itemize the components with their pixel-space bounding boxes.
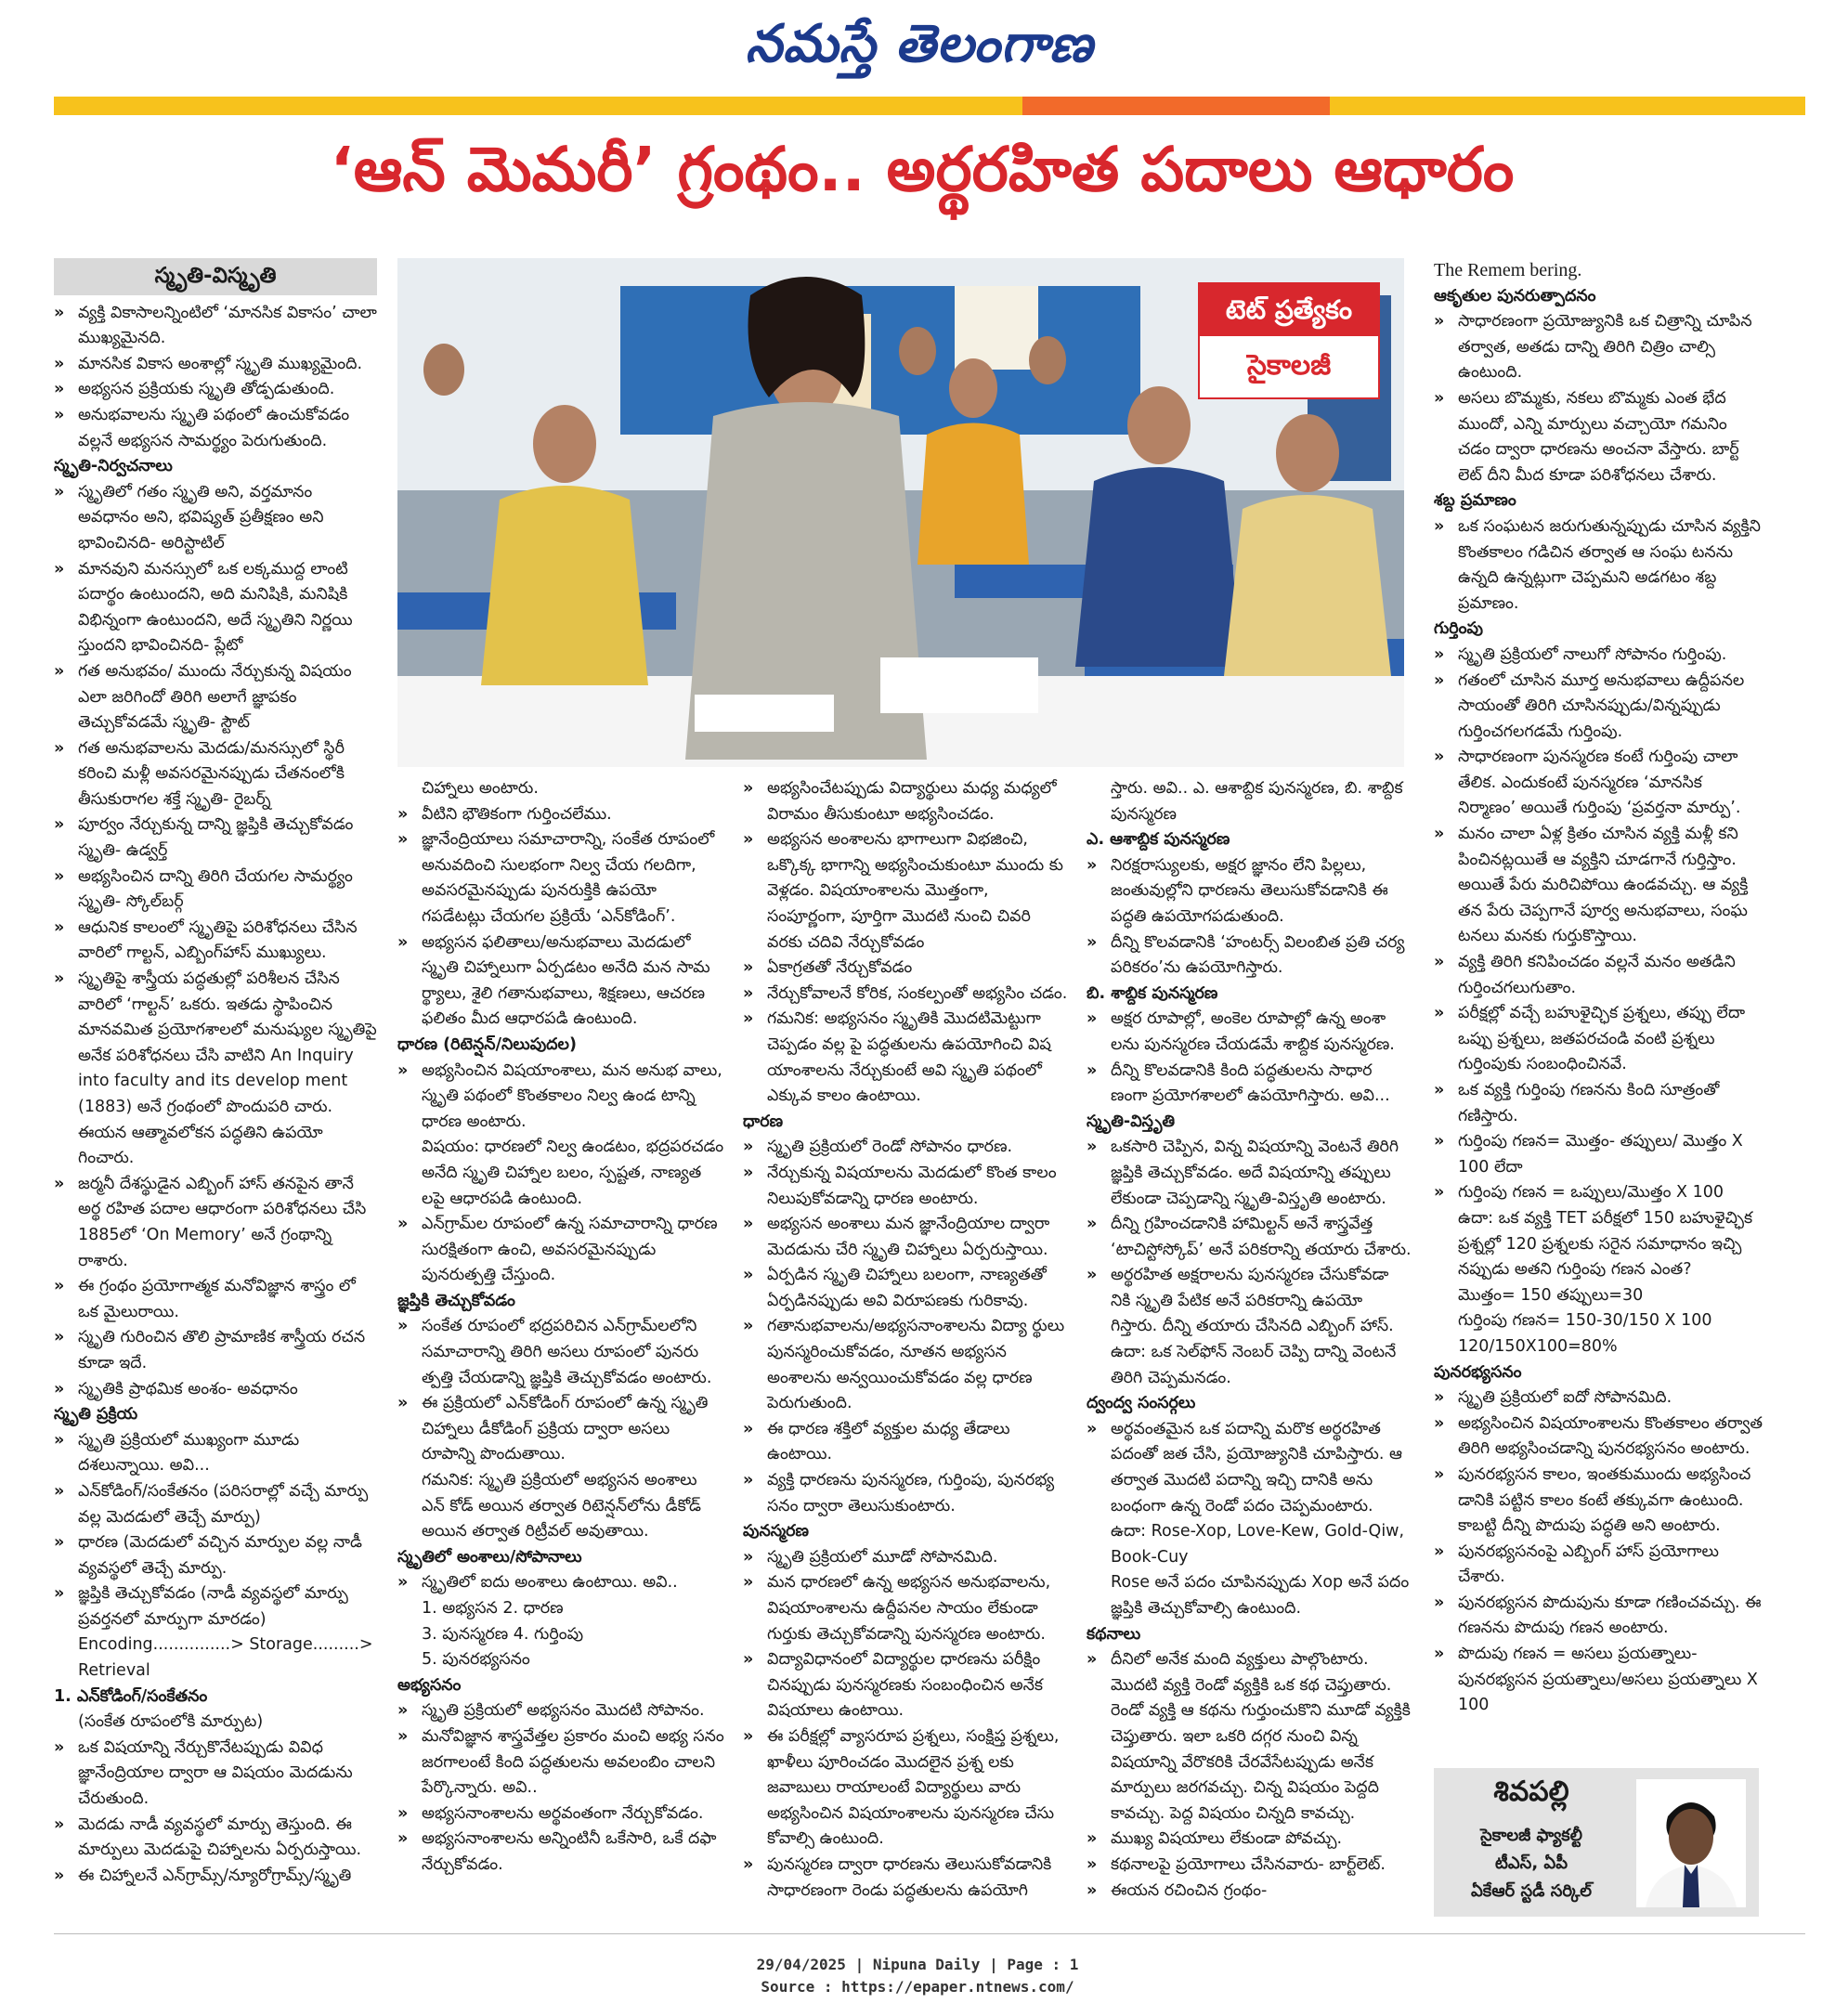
subheading: స్మృతి ప్రక్రియ xyxy=(54,1405,138,1424)
column-3-list xyxy=(743,776,1070,1904)
bullet-item: » పునరభ్యసన పొదుపును కూడా గణించవచ్చు. ఈ గణనను పొదుపు గణన అంటారు. xyxy=(1434,1591,1764,1642)
bullet-item: » స్మృతికి ప్రాథమిక అంశం- అవధానం xyxy=(54,1377,377,1403)
subheading: ఆకృతుల పునరుత్పాదనం xyxy=(1434,286,1596,306)
bullet-item: » మానవుని మనస్సులో ఒక లక్కముద్ద లాంటి పదార్థం ఉంటుందని, అది మనిషికి, మనిషికి విభిన్నంగా ఉంటుందని, అదే స్మృతిని నిర్ణయి స్తుందని భావించినది- ప్లేటో xyxy=(54,557,377,659)
subheading: ధారణ (రిటెన్షన్/నిలుపుదల) xyxy=(397,1034,577,1054)
column-4-list xyxy=(1087,776,1413,1904)
bullet-item: » అసలు బొమ్మకు, నకలు బొమ్మకు ఎంత భేద ముందో, ఎన్ని మార్పులు వచ్చాయో గమనిం చడం ద్వారా ధారణను అంచనా వేస్తారు. బార్ట్ లెట్ దీని మీద కూడా పరిశోధనలు చేశారు. xyxy=(1434,386,1764,488)
text-line: 1. అభ్యసన 2. ధారణ xyxy=(422,1599,564,1618)
bullet-item: » దీనిలో అనేక మంది వ్యక్తులు పాల్గొంటారు. మొదటి వ్యక్తి రెండో వ్యక్తికి ఒక కథ చెప్తుతారు. రెండో వ్యక్తి ఆ కథను గుర్తుంచుకొని మూడో వ్యక్తికి చెప్తుతారు. ఇలా ఒకరి దగ్గర నుంచి విన్న విషయాన్ని వేరొకరికి చేరవేసేటప్పుడు అనేక మార్పులు జరగవచ్చు. చిన్న విషయం పెద్దది కావచ్చు. పెద్ద విషయం చిన్నది కావచ్చు. xyxy=(1087,1647,1413,1827)
bullet-item: » స్మృతి ప్రక్రియలో నాలుగో సోపానం గుర్తింపు. xyxy=(1434,643,1764,669)
text-line: Encoding...............> Storage.........> Retrieval xyxy=(78,1635,373,1681)
subheading: బి. శాబ్దిక పునస్మరణ xyxy=(1087,983,1218,1003)
bullet-item: » ఈ ప్రక్రియలో ఎన్‌కోడింగ్ రూపంలో ఉన్న స్మృతి చిహ్నాలు డీకోడింగ్ ప్రక్రియ ద్వారా అసలు రూపాన్ని పొందుతాయి. xyxy=(397,1391,724,1468)
bullet-item: » స్మృతి ప్రక్రియలో అభ్యసనం మొదటి సోపానం. xyxy=(397,1698,724,1724)
bullet-item: » వ్యక్తి వికాసాలన్నింటిలో ‘మానసిక వికాసం’ చాలా ముఖ్యమైనది. xyxy=(54,301,377,352)
bullet-item: » ఏకాగ్రతతో నేర్చుకోవడం xyxy=(743,956,1070,982)
text-line: 3. పునస్మరణ 4. గుర్తింపు xyxy=(422,1624,584,1644)
subheading: ద్వంద్వ సంసర్గలు xyxy=(1087,1394,1196,1413)
bullet-item: » ఈయన రచించిన గ్రంథం- xyxy=(1087,1879,1413,1904)
column-5 xyxy=(1434,258,1764,1759)
bullet-item: » ముఖ్య విషయాలు లేకుండా పోవచ్చు. xyxy=(1087,1827,1413,1853)
bullet-item: » స్మృతిపై శాస్త్రీయ పద్ధతుల్లో పరిశీలన చేసిన వారిలో ‘గాల్టన్’ ఒకరు. ఇతడు స్థాపించిన మానవమిత ప్రయోగశాలలో మనుష్యుల స్మృతిపై అనేక పరిశోధనలు చేసి వాటిని An Inquiry into faculty and its develop ment (1883) అనే గ్రంథంలో పొందుపరి చారు. ఈయన ఆత్మావలోకన పద్ధతిని ఉపయో గించారు. xyxy=(54,967,377,1172)
author-role: సైకాలజీ ఫ్యాకల్టీ xyxy=(1480,1826,1582,1845)
bullet-item: » అభ్యసనాంశాలను అన్నింటినీ ఒకేసారి, ఒకే దఫా నేర్చుకోవడం. xyxy=(397,1827,724,1878)
text-line: The Remem bering. xyxy=(1434,260,1582,280)
section-box-title: స్మృతి-విస్మృతి xyxy=(54,258,377,295)
bullet-item: » వ్యక్తి ధారణను పునస్మరణ, గుర్తింపు, పునరభ్య సనం ద్వారా తెలుసుకుంటారు. xyxy=(743,1468,1070,1519)
bullet-item: » స్మృతి ప్రక్రియలో ఐదో సోపానమిది. xyxy=(1434,1385,1764,1411)
tag-line-1: టెట్ ప్రత్యేకం xyxy=(1200,284,1378,336)
bullet-item: » దీన్ని కొలవడానికి కింది పద్ధతులను సాధార ణంగా ప్రయోగశాలలో ఉపయోగిస్తారు. అవి... xyxy=(1087,1059,1413,1110)
bullet-item: » గమనిక: అభ్యసనం స్మృతికి మొదటిమెట్టుగా చెప్పడం వల్ల పై పద్ధతులను ఉపయోగించి విష యాంశాలను నేర్చుకుంటే అవి స్మృతి పథంలో ఎక్కువ కాలం ఉంటాయి. xyxy=(743,1007,1070,1109)
bullet-item: » పునరభ్యసన కాలం, ఇంతకుముందు అభ్యసించ డానికి పట్టిన కాలం కంటే తక్కువగా ఉంటుంది. కాబట్టి దీన్ని పొదుపు పద్ధతి అని అంటారు. xyxy=(1434,1463,1764,1540)
bullet-item: » పరీక్షల్లో వచ్చే బహుళైచ్ఛిక ప్రశ్నలు, తప్పు లేదా ఒప్పు ప్రశ్నలు, జతపరచండి వంటి ప్రశ్నలు గుర్తింపుకు సంబంధించినవే. xyxy=(1434,1001,1764,1078)
bullet-item: » మన ధారణలో ఉన్న అభ్యసన అనుభవాలను, విషయాంశాలను ఉద్దీపనల సాయం లేకుండా గుర్తుకు తెచ్చుకోవడాన్ని పునస్మరణ అంటారు. xyxy=(743,1570,1070,1647)
newspaper-logo[interactable]: నమస్తే తెలంగాణ xyxy=(745,14,1094,74)
column-3 xyxy=(743,776,1070,1904)
bullet-item: » స్మృతి గురించిన తొలి ప్రామాణిక శాస్త్రీయ రచన కూడా ఇదే. xyxy=(54,1325,377,1376)
bullet-item: » అభ్యసించేటప్పుడు విద్యార్థులు మధ్య మధ్యలో విరామం తీసుకుంటూ అభ్యసించడం. xyxy=(743,776,1070,827)
bullet-item: » అభ్యసనాంశాలను అర్థవంతంగా నేర్చుకోవడం. xyxy=(397,1801,724,1827)
subheading: స్మృతి-విస్తృతి xyxy=(1087,1112,1176,1131)
bullet-item: » గుర్తింపు గణన = ఒప్పులు/మొత్తం X 100 xyxy=(1434,1180,1764,1206)
text-line: (సంకేత రూపంలోకి మార్పుట) xyxy=(78,1712,264,1732)
column-4 xyxy=(1087,776,1413,1904)
bullet-item: » అక్షర రూపాల్లో, అంకెల రూపాల్లో ఉన్న అంశా లను పునస్మరణ చేయడమే శాబ్దిక పునస్మరణ. xyxy=(1087,1007,1413,1058)
subheading: ధారణ xyxy=(743,1112,784,1131)
footer-divider xyxy=(54,1933,1805,1934)
text-line: ఉదా: Rose-Xop, Love-Kew, Gold-Qiw, Book-Cuy xyxy=(1111,1522,1405,1567)
bullet-item: » పొదుపు గణన = అసలు ప్రయత్నాలు- పునరభ్యసన ప్రయత్నాలు/అసలు ప్రయత్నాలు X 100 xyxy=(1434,1642,1764,1719)
subheading: జ్ఞప్తికి తెచ్చుకోవడం xyxy=(397,1291,515,1310)
bullet-item: » ఈ గ్రంథం ప్రయోగాత్మక మనోవిజ్ఞాన శాస్త్రం లో ఒక మైలురాయి. xyxy=(54,1274,377,1325)
headline: ‘ఆన్ మెమరీ’ గ్రంథం.. అర్థరహిత పదాలు ఆధారం xyxy=(330,134,1515,205)
bullet-item: » దీన్ని కొలవడానికి ‘హంటర్స్ విలంబిత ప్రతి చర్య పరికరం’ను ఉపయోగిస్తారు. xyxy=(1087,930,1413,982)
bullet-item: » అభ్యసన ఫలితాలు/అనుభవాలు మెదడులో స్మృతి చిహ్నాలుగా ఏర్పడటం అనేది మన సామ ర్థ్యాలు, శైలి గతానుభవాలు, శిక్షణలు, ఆచరణ ఫలితం మీద ఆధారపడి ఉంటుంది. xyxy=(397,930,724,1033)
bullet-item: » పూర్వం నేర్చుకున్న దాన్ని జ్ఞప్తికి తెచ్చుకోవడం స్మృతి- ఉడ్వర్త్ xyxy=(54,813,377,864)
bullet-item: » అర్థవంతమైన ఒక పదాన్ని మరొక అర్థరహిత పదంతో జత చేసి, ప్రయోజ్యునికి చూపిస్తారు. ఆ తర్వాత మొదటి పదాన్ని ఇచ్చి దానికి అను బంధంగా ఉన్న రెండో పదం చెప్పమంటారు. xyxy=(1087,1417,1413,1519)
bullet-item: » స్మృతి ప్రక్రియలో మూడో సోపానమిది. xyxy=(743,1545,1070,1571)
subheading: అభ్యసనం xyxy=(397,1675,462,1695)
text-line: Rose అనే పదం చూపినప్పుడు Xop అనే పదం జ్ఞప్తికి తెచ్చుకోవాల్సి ఉంటుంది. xyxy=(1111,1573,1410,1618)
bullet-item: » గతంలో చూసిన మూర్త అనుభవాలు ఉద్దీపనల సాయంతో తిరిగి చూసినప్పుడు/విన్నప్పుడు గుర్తించగలగడమే గుర్తింపు. xyxy=(1434,669,1764,746)
bullet-item: » ఒకసారి చెప్పిన, విన్న విషయాన్ని వెంటనే తిరిగి జ్ఞప్తికి తెచ్చుకోవడం. అదే విషయాన్ని తప్పులు లేకుండా చెప్పడాన్ని స్మృతి-విస్తృతి అంటారు. xyxy=(1087,1135,1413,1212)
bullet-item: » ఆధునిక కాలంలో స్మృతిపై పరిశోధనలు చేసిన వారిలో గాల్టన్, ఎబ్బింగ్‌హాస్ ముఖ్యులు. xyxy=(54,916,377,967)
bullet-item: » సంకేత రూపంలో భద్రపరిచిన ఎన్‌గ్రామ్‌లలోని సమాచారాన్ని తిరిగి అసలు రూపంలో పునరు త్పత్తి చేయడాన్ని జ్ఞప్తికి తెచ్చుకోవడం అంటారు. xyxy=(397,1314,724,1391)
author-institute: ఏకేఆర్ స్టడీ సర్కిల్ xyxy=(1471,1881,1592,1901)
column-1 xyxy=(54,258,377,1904)
bullet-item: » పునరభ్యసనంపై ఎబ్బింగ్ హాస్ ప్రయోగాలు చేశారు. xyxy=(1434,1540,1764,1591)
bullet-item: » మనం చాలా ఏళ్ల క్రితం చూసిన వ్యక్తి మళ్లీ కని పించినట్లయితే ఆ వ్యక్తిని చూడగానే గుర్తిస్తాం. అయితే పేరు మరిచిపోయి ఉండవచ్చు. ఆ వ్యక్తి తన పేరు చెప్పగానే పూర్వ అనుభవాలు, సంఘ టనలు మనకు గుర్తుకొస్తాయి. xyxy=(1434,822,1764,950)
bullet-item: » గుర్తింపు గణన= మొత్తం- తప్పులు/ మొత్తం X 100 లేదా xyxy=(1434,1129,1764,1180)
column-1-list xyxy=(54,301,377,1890)
bullet-item: » అభ్యసించిన దాన్ని తిరిగి చేయగల సామర్థ్యం స్మృతి- స్కోల్‌బర్గ్ xyxy=(54,865,377,916)
bullet-item: » ఈ ధారణ శక్తిలో వ్యక్తుల మధ్య తేడాలు ఉంటాయి. xyxy=(743,1417,1070,1468)
bullet-item: » అభ్యసించిన విషయాంశాలు, మన అనుభ వాలు, స్మృతి పథంలో కొంతకాలం నిల్వ ఉండ టాన్ని ధారణ అంటారు. xyxy=(397,1059,724,1136)
bullet-item: » అభ్యసన అంశాలు మన జ్ఞానేంద్రియాల ద్వారా మెదడును చేరి స్మృతి చిహ్నాలు ఏర్పరుస్తాయి. xyxy=(743,1212,1070,1263)
bullet-item: » ఈ చిహ్నాలనే ఎన్‌గ్రామ్స్/న్యూరోగ్రామ్స్/స్మృతి xyxy=(54,1864,377,1890)
author-photo xyxy=(1636,1779,1746,1907)
column-5-list xyxy=(1434,258,1764,1719)
bullet-item: » అభ్యసించిన విషయాంశాలను కొంతకాలం తర్వాత తిరిగి అభ్యసించడాన్ని పునరభ్యసనం అంటారు. xyxy=(1434,1411,1764,1463)
tag-line-2: సైకాలజీ xyxy=(1246,349,1332,382)
subheading: స్మృతి-నిర్వచనాలు xyxy=(54,457,173,476)
author-box xyxy=(1434,1768,1759,1917)
bullet-item: » ఎన్‌గ్రామ్‌ల రూపంలో ఉన్న సమాచారాన్ని ధారణ సురక్షితంగా ఉంచి, అవసరమైనప్పుడు పునరుత్పత్తి చేస్తుంది. xyxy=(397,1212,724,1289)
bullet-item: » ఒక సంఘటన జరుగుతున్నప్పుడు చూసిన వ్యక్తిని కొంతకాలం గడిచిన తర్వాత ఆ సంఘ టనను ఉన్నది ఉన్నట్లుగా చెప్పమని అడగటం శబ్ద ప్రమాణం. xyxy=(1434,514,1764,617)
subheading: శబ్ద ప్రమాణం xyxy=(1434,491,1516,511)
text-line: మొత్తం= 150 తప్పులు=30 xyxy=(1458,1285,1644,1305)
adjacent-page-strip xyxy=(1805,115,1835,1954)
author-region: టీఎస్, ఏపీ xyxy=(1494,1853,1568,1873)
tet-special-tag xyxy=(1198,282,1380,399)
bullet-item: » స్మృతిలో ఐదు అంశాలు ఉంటాయి. అవి.. xyxy=(397,1570,724,1596)
bullet-item: » ధారణ (మెదడులో వచ్చిన మార్పుల వల్ల నాడీ వ్యవస్థలో తెచ్చే మార్పు. xyxy=(54,1530,377,1581)
text-line: గమనిక: స్మృతి ప్రక్రియలో అభ్యసన అంశాలు ఎన్ కోడ్ అయిన తర్వాత రిటెన్షన్‌లోను డీకోడ్ అయిన తర్వాత రిట్రీవల్ అవుతాయి. xyxy=(422,1471,701,1541)
subheading: పునస్మరణ xyxy=(743,1522,809,1541)
bullet-item: » జ్ఞప్తికి తెచ్చుకోవడం (నాడీ వ్యవస్థలో మార్పు ప్రవర్తనలో మార్పుగా మారడం) xyxy=(54,1581,377,1632)
bullet-item: » స్మృతి ప్రక్రియలో రెండో సోపానం ధారణ. xyxy=(743,1135,1070,1161)
band-yellow-right xyxy=(1330,97,1805,115)
bullet-item: » గతానుభవాలను/అభ్యసనాంశాలను విద్యా ర్థులు పునస్మరించుకోవడం, నూతన అభ్యసన అంశాలను అన్వయించుకోవడం వల్ల ధారణ పెరుగుతుంది. xyxy=(743,1314,1070,1416)
text-line: ఉదా: ఒక వ్యక్తి TET పరీక్షలో 150 బహుళైచ్ఛిక ప్రశ్నల్లో 120 ప్రశ్నలకు సరైన సమాధానం ఇచ్చి నప్పుడు అతని గుర్తింపు గణన ఎంత? xyxy=(1458,1208,1753,1280)
bullet-item: » గత అనుభవాలను మెదడు/మనస్సులో స్థిరీ కరించి మళ్లీ అవసరమైనప్పుడు చేతనంలోకి తీసుకురాగల శక్తే స్మృతి- రైబర్న్ xyxy=(54,736,377,813)
bullet-item: » దీన్ని గ్రహించడానికి హామిల్టన్ అనే శాస్త్రవేత్త ‘టాచిస్టోస్కోప్’ అనే పరికరాన్ని తయారు చేశారు. xyxy=(1087,1212,1413,1263)
subheading: ఎ. ఆశాబ్దిక పునస్మరణ xyxy=(1087,830,1230,850)
footer-date-line: 29/04/2025 | Nipuna Daily | Page : 1 xyxy=(756,1956,1079,1973)
bullet-item: » నిరక్షరాస్యులకు, అక్షర జ్ఞానం లేని పిల్లలు, జంతువుల్లోని ధారణను తెలుసుకోవడానికి ఈ పద్ధతి ఉపయోగపడుతుంది. xyxy=(1087,853,1413,930)
bullet-item: » సాధారణంగా పునస్మరణ కంటే గుర్తింపు చాలా తేలిక. ఎందుకంటే పునస్మరణ ‘మానసిక నిర్మాణం’ అయితే గుర్తింపు ‘ప్రవర్తనా మార్పు’. xyxy=(1434,745,1764,822)
subheading: పునరభ్యసనం xyxy=(1434,1362,1522,1382)
bullet-item: » ఈ పరీక్షల్లో వ్యాసరూప ప్రశ్నలు, సంక్షిప్త ప్రశ్నలు, ఖాళీలు పూరించడం మొదలైన ప్రశ్న లకు జవాబులు రాయాలంటే విద్యార్థులు వారు అభ్యసించిన విషయాంశాలను పునస్మరణ చేసు కోవాల్సి ఉంటుంది. xyxy=(743,1724,1070,1853)
band-orange xyxy=(1022,97,1330,115)
bullet-item: » మెదడు నాడీ వ్యవస్థలో మార్పు తెస్తుంది. ఈ మార్పులు మెదడుపై చిహ్నాలను ఏర్పరుస్తాయి. xyxy=(54,1813,377,1864)
subheading: స్మృతిలో అంశాలు/సోపానాలు xyxy=(397,1547,582,1567)
bullet-item: » నేర్చుకోవాలనే కోరిక, సంకల్పంతో అభ్యసిం చడం. xyxy=(743,982,1070,1008)
author-name: శివపల్లి xyxy=(1493,1775,1569,1808)
band-yellow-left xyxy=(54,97,1022,115)
column-2-list xyxy=(397,776,724,1879)
bullet-item: » అభ్యసన అంశాలను భాగాలుగా విభజించి, ఒక్కొక్క భాగాన్ని అభ్యసించుకుంటూ ముందు కు వెళ్లడం. విషయాంశాలను మొత్తంగా, సంపూర్ణంగా, పూర్తిగా మొదటి నుంచి చివరి వరకు చదివి నేర్చుకోవడం xyxy=(743,827,1070,956)
bullet-item: » విద్యావిధానంలో విద్యార్థుల ధారణను పరీక్షిం చినప్పుడు పునస్మరణకు సంబంధించిన అనేక విషయాలు ఉంటాయి. xyxy=(743,1647,1070,1724)
bullet-item: » ఏర్పడిన స్మృతి చిహ్నాలు బలంగా, నాణ్యతతో ఏర్పడినప్పుడు అవి విరూపణకు గురికావు. xyxy=(743,1263,1070,1314)
bullet-item: » ఎన్‌కోడింగ్/సంకేతనం (పరిసరాల్లో వచ్చే మార్పు వల్ల మెదడులో తెచ్చే మార్పు) xyxy=(54,1479,377,1530)
subheading: కథనాలు xyxy=(1087,1624,1141,1644)
text-line: గుర్తింపు గణన= 150-30/150 X 100 xyxy=(1458,1311,1712,1331)
masthead xyxy=(0,0,1835,93)
bullet-item: » ఒక వ్యక్తి గుర్తింపు గణనను కింది సూత్రంతో గణిస్తారు. xyxy=(1434,1078,1764,1129)
bullet-item: » జర్మనీ దేశస్థుడైన ఎబ్బింగ్ హాస్ తనపైన తానే అర్థ రహిత పదాల ఆధారంగా పరిశోధనలు చేసి 1885లో ‘On Memory’ అనే గ్రంథాన్ని రాశారు. xyxy=(54,1172,377,1274)
bullet-item: » అభ్యసన ప్రక్రియకు స్మృతి తోడ్పడుతుంది. xyxy=(54,377,377,403)
subheading: 1. ఎన్‌కోడింగ్/సంకేతనం xyxy=(54,1686,208,1706)
bullet-item: » నేర్చుకున్న విషయాలను మెదడులో కొంత కాలం నిలుపుకోవడాన్ని ధారణ అంటారు. xyxy=(743,1161,1070,1212)
bullet-item: » వ్యక్తి తిరిగి కనిపించడం వల్లనే మనం అతడిని గుర్తించగలుగుతాం. xyxy=(1434,950,1764,1001)
bullet-item: » సాధారణంగా ప్రయోజ్యునికి ఒక చిత్రాన్ని చూపిన తర్వాత, అతడు దాన్ని తిరిగి చిత్రిం చాల్సి ఉంటుంది. xyxy=(1434,309,1764,386)
text-line: విషయం: ధారణలో నిల్వ ఉండటం, భద్రపరచడం అనేది స్మృతి చిహ్నాల బలం, స్పష్టత, నాణ్యత లపై ఆధారపడి ఉంటుంది. xyxy=(422,1138,724,1208)
bullet-item: » గత అనుభవం/ ముందు నేర్చుకున్న విషయం ఎలా జరిగిందో తిరిగి అలాగే జ్ఞాపకం తెచ్చుకోవడమే స్మృతి- స్టౌట్ xyxy=(54,659,377,736)
subheading: గుర్తింపు xyxy=(1434,619,1483,639)
column-2 xyxy=(397,776,724,1904)
footer-source-line[interactable]: Source : https://epaper.ntnews.com/ xyxy=(761,1978,1074,1996)
text-line: 5. పునరభ్యసనం xyxy=(422,1650,530,1670)
bullet-item: » మానసిక వికాస అంశాల్లో స్మృతి ముఖ్యమైంది. xyxy=(54,352,377,378)
bullet-item: » అర్థరహిత అక్షరాలను పునస్మరణ చేసుకోవడా నికి స్మృతి పేటిక అనే పరికరాన్ని ఉపయో గిస్తారు. దీన్ని తయారు చేసినది ఎబ్బింగ్ హాస్. xyxy=(1087,1263,1413,1340)
text-line: స్తారు. అవి.. ఎ. ఆశాబ్దిక పునస్మరణ, బి. శాబ్దిక పునస్మరణ xyxy=(1111,779,1403,824)
bullet-item: » ఒక విషయాన్ని నేర్చుకొనేటప్పుడు వివిధ జ్ఞానేంద్రియాల ద్వారా ఆ విషయం మెదడును చేరుతుంది. xyxy=(54,1736,377,1813)
bullet-item: » అనుభవాలను స్మృతి పథంలో ఉంచుకోవడం వల్లనే అభ్యసన సామర్థ్యం పెరుగుతుంది. xyxy=(54,403,377,454)
bullet-item: » జ్ఞానేంద్రియాలు సమాచారాన్ని, సంకేత రూపంలో అనువదించి సులభంగా నిల్వ చేయ గలదిగా, అవసరమైనప్పుడు పునరుక్తికి ఉపయో గపడేటట్లు చేయగల ప్రక్రియే ‘ఎన్‌కోడింగ్’. xyxy=(397,827,724,930)
bullet-item: » వీటిని భౌతికంగా గుర్తించలేము. xyxy=(397,802,724,828)
bullet-item: » మనోవిజ్ఞాన శాస్త్రవేత్తల ప్రకారం మంచి అభ్య సనం జరగాలంటే కింది పద్ధతులను అవలంబిం చాలని పేర్కొన్నారు. అవి.. xyxy=(397,1724,724,1801)
bullet-item: » కథనాలపై ప్రయోగాలు చేసినవారు- బార్ట్‌లెట్. xyxy=(1087,1853,1413,1879)
text-line: చిహ్నాలు అంటారు. xyxy=(422,779,539,798)
bullet-item: » స్మృతి ప్రక్రియలో ముఖ్యంగా మూడు దశలున్నాయి. అవి... xyxy=(54,1428,377,1479)
text-line: 120/150X100=80% xyxy=(1458,1336,1618,1356)
bullet-item: » పునస్మరణ ద్వారా ధారణను తెలుసుకోవడానికి సాధారణంగా రెండు పద్ధతులను ఉపయోగి xyxy=(743,1853,1070,1904)
bullet-item: » స్మృతిలో గతం స్మృతి అని, వర్తమానం అవధానం అని, భవిష్యత్ ప్రతీక్షణం అని భావించినది- అరిస్టాటిల్ xyxy=(54,480,377,557)
text-line: ఉదా: ఒక సెల్‌ఫోన్ నెంబర్ చెప్పి దాన్ని వెంటనే తిరిగి చెప్పమనడం. xyxy=(1111,1343,1397,1387)
